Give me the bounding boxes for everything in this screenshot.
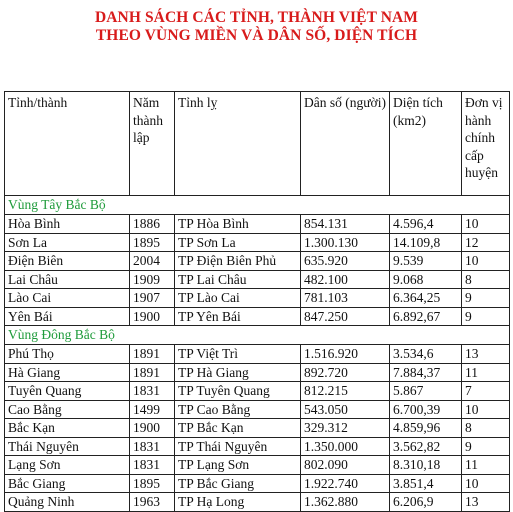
table-row: [5, 252, 510, 271]
cell-capital: TP Lào Cai: [175, 289, 301, 308]
cell-districts: 13: [462, 345, 510, 364]
cell-districts: 10: [462, 474, 510, 493]
cell-districts: 13: [462, 493, 510, 512]
table-row: [5, 400, 510, 419]
cell-districts: 12: [462, 233, 510, 252]
cell-province: Lai Châu: [5, 270, 130, 289]
cell-population: 329.312: [301, 419, 390, 438]
table-row: [5, 270, 510, 289]
cell-capital: TP Bắc Giang: [175, 474, 301, 493]
header-province: Tỉnh/thành: [5, 92, 130, 196]
cell-population: 482.100: [301, 270, 390, 289]
region-row: [5, 326, 510, 345]
cell-population: 1.300.130: [301, 233, 390, 252]
cell-year: 1907: [130, 289, 175, 308]
cell-province: Lào Cai: [5, 289, 130, 308]
cell-population: 812.215: [301, 382, 390, 401]
cell-districts: 10: [462, 252, 510, 271]
header-population: Dân số (người): [301, 92, 390, 196]
cell-area: 6.364,25: [390, 289, 462, 308]
cell-province: Hà Giang: [5, 363, 130, 382]
cell-area: 5.867: [390, 382, 462, 401]
cell-population: 781.103: [301, 289, 390, 308]
cell-year: 1909: [130, 270, 175, 289]
header-row: [5, 92, 510, 196]
table-row: [5, 493, 510, 512]
table-row: [5, 419, 510, 438]
province-table: [4, 91, 510, 512]
region-row: [5, 196, 510, 215]
cell-capital: TP Điện Biên Phủ: [175, 252, 301, 271]
document-title-line-2: THEO VÙNG MIỀN VÀ DÂN SỐ, DIỆN TÍCH: [95, 27, 418, 44]
cell-area: 4.859,96: [390, 419, 462, 438]
cell-year: 1900: [130, 419, 175, 438]
cell-capital: TP Việt Trì: [175, 345, 301, 364]
header-capital: Tỉnh lỵ: [175, 92, 301, 196]
cell-province: Bắc Giang: [5, 474, 130, 493]
table-row: [5, 233, 510, 252]
cell-districts: 10: [462, 215, 510, 234]
cell-year: 1831: [130, 456, 175, 475]
cell-districts: 9: [462, 307, 510, 326]
cell-capital: TP Hà Giang: [175, 363, 301, 382]
cell-year: 1499: [130, 400, 175, 419]
cell-province: Lạng Sơn: [5, 456, 130, 475]
cell-area: 3.534,6: [390, 345, 462, 364]
cell-province: Tuyên Quang: [5, 382, 130, 401]
region-heading: Vùng Tây Bắc Bộ: [5, 196, 510, 215]
cell-districts: 8: [462, 419, 510, 438]
cell-capital: TP Sơn La: [175, 233, 301, 252]
cell-capital: TP Hòa Bình: [175, 215, 301, 234]
cell-capital: TP Thái Nguyên: [175, 437, 301, 456]
cell-year: 2004: [130, 252, 175, 271]
header-area: Diện tích (km2): [390, 92, 462, 196]
cell-districts: 11: [462, 363, 510, 382]
region-heading: Vùng Đông Bắc Bộ: [5, 326, 510, 345]
table-row: [5, 307, 510, 326]
table-body: [5, 196, 510, 512]
cell-capital: TP Bắc Kạn: [175, 419, 301, 438]
cell-area: 6.892,67: [390, 307, 462, 326]
cell-area: 3.562,82: [390, 437, 462, 456]
table-row: [5, 437, 510, 456]
cell-province: Sơn La: [5, 233, 130, 252]
cell-capital: TP Lạng Sơn: [175, 456, 301, 475]
cell-area: 6.206,9: [390, 493, 462, 512]
cell-population: 1.350.000: [301, 437, 390, 456]
cell-population: 802.090: [301, 456, 390, 475]
cell-population: 847.250: [301, 307, 390, 326]
cell-population: 892.720: [301, 363, 390, 382]
header-year: Năm thành lập: [130, 92, 175, 196]
cell-capital: TP Lai Châu: [175, 270, 301, 289]
cell-year: 1963: [130, 493, 175, 512]
cell-population: 635.920: [301, 252, 390, 271]
table-row: [5, 289, 510, 308]
cell-population: 543.050: [301, 400, 390, 419]
cell-province: Yên Bái: [5, 307, 130, 326]
header-districts: Đơn vị hành chính cấp huyện: [462, 92, 510, 196]
cell-province: Bắc Kạn: [5, 419, 130, 438]
cell-districts: 9: [462, 437, 510, 456]
cell-area: 3.851,4: [390, 474, 462, 493]
cell-population: 1.362.880: [301, 493, 390, 512]
cell-year: 1831: [130, 382, 175, 401]
table-row: [5, 363, 510, 382]
table-row: [5, 215, 510, 234]
cell-area: 6.700,39: [390, 400, 462, 419]
cell-capital: TP Tuyên Quang: [175, 382, 301, 401]
cell-province: Quảng Ninh: [5, 493, 130, 512]
cell-districts: 10: [462, 400, 510, 419]
cell-districts: 8: [462, 270, 510, 289]
table-row: [5, 345, 510, 364]
document-title-line-1: DANH SÁCH CÁC TỈNH, THÀNH VIỆT NAM: [94, 9, 419, 26]
table-row: [5, 474, 510, 493]
cell-year: 1900: [130, 307, 175, 326]
cell-area: 14.109,8: [390, 233, 462, 252]
cell-districts: 7: [462, 382, 510, 401]
cell-year: 1886: [130, 215, 175, 234]
cell-year: 1891: [130, 345, 175, 364]
cell-capital: TP Cao Bằng: [175, 400, 301, 419]
cell-districts: 9: [462, 289, 510, 308]
cell-province: Cao Bằng: [5, 400, 130, 419]
cell-districts: 11: [462, 456, 510, 475]
cell-year: 1895: [130, 474, 175, 493]
cell-province: Thái Nguyên: [5, 437, 130, 456]
cell-year: 1891: [130, 363, 175, 382]
cell-population: 1.922.740: [301, 474, 390, 493]
cell-area: 9.539: [390, 252, 462, 271]
cell-year: 1831: [130, 437, 175, 456]
cell-population: 1.516.920: [301, 345, 390, 364]
cell-capital: TP Yên Bái: [175, 307, 301, 326]
table-row: [5, 456, 510, 475]
cell-year: 1895: [130, 233, 175, 252]
cell-area: 4.596,4: [390, 215, 462, 234]
cell-area: 7.884,37: [390, 363, 462, 382]
cell-population: 854.131: [301, 215, 390, 234]
cell-province: Điện Biên: [5, 252, 130, 271]
cell-province: Hòa Bình: [5, 215, 130, 234]
table-row: [5, 382, 510, 401]
cell-province: Phú Thọ: [5, 345, 130, 364]
cell-area: 8.310,18: [390, 456, 462, 475]
cell-capital: TP Hạ Long: [175, 493, 301, 512]
cell-area: 9.068: [390, 270, 462, 289]
